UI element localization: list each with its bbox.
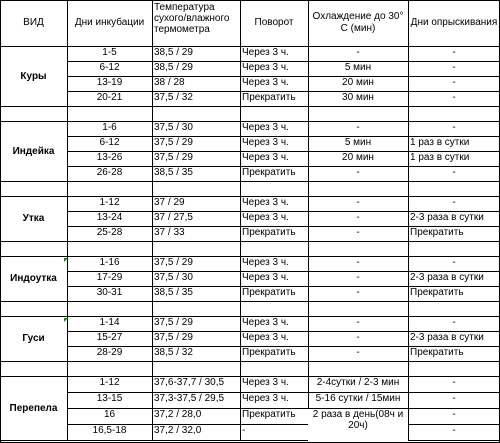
cell-spraying: - <box>452 317 456 328</box>
header-turning: Поворот <box>254 17 294 28</box>
header-spraying: Дни опрыскивания <box>410 17 498 28</box>
grid-line <box>67 0 68 46</box>
cell-cooling: - <box>356 347 360 358</box>
cell-turning: Через 3 ч. <box>242 317 289 328</box>
cell-temperature: 37,6-37,7 / 30,5 <box>154 377 225 388</box>
cell-temperature: 37 / 33 <box>154 227 185 238</box>
cell-days: 1-5 <box>102 47 117 58</box>
grid-line <box>67 361 68 376</box>
header-cooling: Охлаждение до 30° С (мин) <box>312 11 404 34</box>
cell-spraying: - <box>452 393 456 404</box>
cell-days: 13-19 <box>96 77 123 88</box>
cell-temperature: 37,5 / 29 <box>154 317 193 328</box>
cell-spraying: - <box>452 257 456 268</box>
cell-days: 16 <box>103 409 116 420</box>
cell-temperature: 38,5 / 29 <box>154 47 193 58</box>
grid-line <box>408 241 409 256</box>
grid-line <box>152 181 153 196</box>
cell-days: 17-29 <box>96 272 123 283</box>
cell-temperature: 38 / 28 <box>154 77 185 88</box>
cell-temperature: 37,5 / 29 <box>154 137 193 148</box>
grid-line <box>308 181 309 196</box>
cell-turning: Прекратить <box>242 92 296 103</box>
cell-temperature: 38,5 / 29 <box>154 62 193 73</box>
grid-line <box>408 361 409 376</box>
cell-cooling: - <box>356 47 360 58</box>
cell-spraying: - <box>452 47 456 58</box>
comment-indicator <box>64 258 68 262</box>
cell-cooling: 2-4сутки / 2-3 мин <box>316 377 400 388</box>
cell-turning: Прекратить <box>242 409 296 420</box>
cell-temperature: 38,5 / 32 <box>154 347 193 358</box>
cell-days: 26-28 <box>96 167 123 178</box>
cell-spraying: 1 раз в сутки <box>410 152 470 163</box>
cell-days: 6-12 <box>99 62 120 73</box>
cell-days: 13-15 <box>96 393 123 404</box>
grid-line <box>152 106 153 121</box>
cell-days: 30-31 <box>96 287 123 298</box>
grid-line <box>308 106 309 121</box>
cell-days: 6-12 <box>99 137 120 148</box>
cell-spraying: - <box>452 197 456 208</box>
cell-cooling: - <box>356 212 360 223</box>
cell-cooling: - <box>356 332 360 343</box>
cell-cooling: 2 раза в день(08ч и 20ч) <box>308 409 408 441</box>
cell-temperature: 37,5 / 30 <box>154 272 193 283</box>
cell-spraying: 2-3 раза в сутки <box>410 272 484 283</box>
cell-cooling: 20 мин <box>342 152 374 163</box>
cell-temperature: 37,5 / 32 <box>154 92 193 103</box>
header-incubation-days: Дни инкубации <box>74 17 145 28</box>
grid-line <box>152 361 153 376</box>
grid-line <box>308 301 309 316</box>
cell-temperature: 37,5 / 29 <box>154 257 193 268</box>
grid-line <box>240 181 241 196</box>
cell-days: 1-12 <box>99 197 120 208</box>
cell-spraying: 2-3 раза в сутки <box>410 332 484 343</box>
grid-line <box>152 301 153 316</box>
comment-indicator <box>64 318 68 322</box>
cell-days: 28-29 <box>96 347 123 358</box>
cell-turning: Через 3 ч. <box>242 332 289 343</box>
cell-cooling: 5-16 сутки / 15мин <box>315 393 401 404</box>
cell-spraying: Прекратить <box>410 287 464 298</box>
cell-temperature: 37,5 / 29 <box>154 332 193 343</box>
cell-turning: Через 3 ч. <box>242 257 289 268</box>
cell-days: 25-28 <box>96 227 123 238</box>
grid-line <box>408 106 409 121</box>
cell-cooling: 5 мин <box>344 62 372 73</box>
cell-spraying: - <box>452 167 456 178</box>
grid-line <box>240 301 241 316</box>
cell-turning: Прекратить <box>242 167 296 178</box>
cell-temperature: 38,5 / 35 <box>154 287 193 298</box>
cell-cooling: - <box>356 317 360 328</box>
cell-spraying: - <box>452 377 456 388</box>
cell-turning: Через 3 ч. <box>242 393 289 404</box>
cell-temperature: 37,5 / 30 <box>154 122 193 133</box>
species-label: Гуси <box>22 333 45 344</box>
grid-line <box>240 361 241 376</box>
cell-turning: Через 3 ч. <box>242 377 289 388</box>
cell-cooling: - <box>356 227 360 238</box>
cell-turning: Через 3 ч. <box>242 272 289 283</box>
cell-cooling: - <box>356 197 360 208</box>
cell-spraying: - <box>452 62 456 73</box>
cell-temperature: 37,5 / 29 <box>154 152 193 163</box>
cell-cooling: - <box>356 272 360 283</box>
cell-turning: Прекратить <box>242 227 296 238</box>
cell-spraying: - <box>452 409 456 420</box>
cell-turning: Через 3 ч. <box>242 212 289 223</box>
cell-spraying: - <box>452 92 456 103</box>
cell-turning: - <box>242 425 246 436</box>
species-label: Куры <box>20 70 47 82</box>
grid-line <box>152 241 153 256</box>
cell-spraying: - <box>452 122 456 133</box>
species-label: Индейка <box>12 145 55 157</box>
grid-line <box>240 241 241 256</box>
header-temperature: Температура сухого/влажного термометра <box>154 2 230 35</box>
cell-cooling: 30 мин <box>342 92 374 103</box>
grid-line <box>67 241 68 256</box>
grid-line <box>308 361 309 376</box>
grid-line <box>240 0 241 46</box>
cell-temperature: 37,2 / 28,0 <box>154 409 202 420</box>
cell-cooling: - <box>356 122 360 133</box>
cell-spraying: Прекратить <box>410 347 464 358</box>
cell-spraying: - <box>452 425 456 436</box>
cell-cooling: 5 мин <box>344 137 372 148</box>
grid-line <box>67 301 68 316</box>
cell-days: 1-16 <box>99 257 120 268</box>
cell-turning: Прекратить <box>242 347 296 358</box>
grid-line <box>67 181 68 196</box>
cell-temperature: 37,3-37,5 / 29,5 <box>154 393 225 404</box>
cell-turning: Через 3 ч. <box>242 47 289 58</box>
cell-days: 1-6 <box>102 122 117 133</box>
cell-temperature: 37,2 / 32,0 <box>154 425 202 436</box>
grid-line <box>308 0 309 46</box>
species-label: Перепела <box>9 402 58 414</box>
species-label: Индоутка <box>10 273 57 284</box>
cell-cooling: - <box>356 167 360 178</box>
cell-turning: Через 3 ч. <box>242 62 289 73</box>
cell-spraying: Прекратить <box>410 227 464 238</box>
grid-line <box>240 106 241 121</box>
cell-turning: Через 3 ч. <box>242 122 289 133</box>
grid-line <box>0 0 500 1</box>
grid-line <box>408 181 409 196</box>
cell-days: 15-27 <box>96 332 123 343</box>
cell-turning: Через 3 ч. <box>242 77 289 88</box>
grid-line <box>152 0 153 46</box>
cell-turning: Через 3 ч. <box>242 137 289 148</box>
cell-cooling: - <box>356 257 360 268</box>
cell-days: 1-14 <box>99 317 120 328</box>
cell-days: 1-12 <box>99 377 120 388</box>
cell-spraying: 2-3 раза в сутки <box>410 212 484 223</box>
cell-cooling: 20 мин <box>342 77 374 88</box>
cell-days: 16,5-18 <box>92 425 127 436</box>
cell-temperature: 37 / 27,5 <box>154 212 193 223</box>
cell-temperature: 37 / 29 <box>154 197 185 208</box>
grid-line <box>67 106 68 121</box>
cell-cooling: - <box>356 287 360 298</box>
cell-days: 13-26 <box>96 152 123 163</box>
cell-spraying: - <box>452 77 456 88</box>
header-species: ВИД <box>23 17 44 28</box>
species-label: Утка <box>22 213 45 224</box>
grid-line <box>408 0 409 46</box>
cell-turning: Через 3 ч. <box>242 197 289 208</box>
grid-line <box>408 301 409 316</box>
cell-days: 13-24 <box>96 212 123 223</box>
cell-days: 20-21 <box>96 92 123 103</box>
cell-temperature: 38,5 / 35 <box>154 167 193 178</box>
cell-turning: Прекратить <box>242 287 296 298</box>
grid-line <box>308 241 309 256</box>
cell-turning: Через 3 ч. <box>242 152 289 163</box>
cell-spraying: 1 раз в сутки <box>410 137 470 148</box>
